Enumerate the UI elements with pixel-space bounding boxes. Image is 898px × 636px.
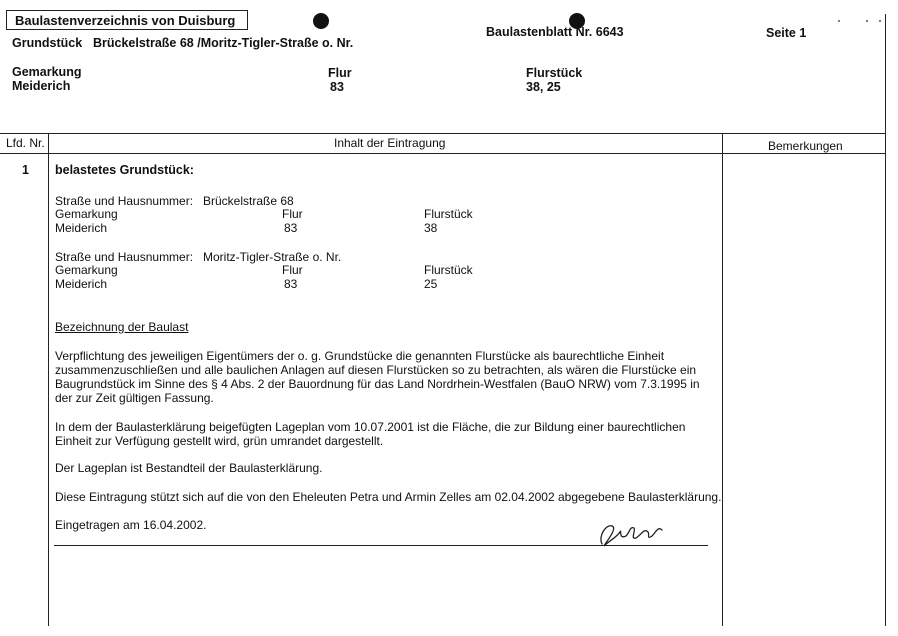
flur-label: Flur — [328, 66, 352, 80]
gemarkung-label: Gemarkung — [55, 263, 118, 277]
flur-value: 83 — [284, 277, 298, 291]
parcel-block-1 — [55, 194, 475, 236]
gemarkung-label: Gemarkung — [12, 65, 82, 79]
flurstueck-label: Flurstück — [424, 263, 473, 277]
entry-number: 1 — [22, 163, 29, 177]
punch-hole-left — [313, 13, 329, 29]
street-label: Straße und Hausnummer: — [55, 194, 194, 208]
paragraph-line: der zur Zeit gültigen Fassung. — [55, 391, 214, 405]
flur-label: Flur — [282, 207, 303, 221]
page-number: Seite 1 — [766, 26, 807, 40]
registration-date: Eingetragen am 16.04.2002. — [55, 518, 207, 532]
flurstueck-value: 25 — [424, 277, 438, 291]
gemarkung-value: Meiderich — [55, 277, 108, 291]
title-box — [6, 10, 248, 30]
frame-right-border — [885, 14, 886, 626]
paragraph-line: Verpflichtung des jeweiligen Eigentümers der o. g. Grundstücke die genannten Flurstücke als baurechtliche Einheit — [55, 349, 665, 363]
paragraph-line: zusammenzuschließen und alle baulichen Anlagen auf diesen Flurstücken so zu betrachten, als wären die Flurstücke ein — [55, 363, 697, 377]
signature-line — [54, 545, 708, 546]
scan-speck — [838, 20, 840, 22]
parcel-block-2 — [55, 250, 475, 292]
flurstueck-label: Flurstück — [526, 66, 583, 80]
street-value: Brückelstraße 68 — [203, 194, 294, 208]
grundstueck-value: Brückelstraße 68 /Moritz-Tigler-Straße o. Nr. — [93, 36, 354, 50]
gemarkung-value: Meiderich — [12, 79, 71, 93]
baulast-heading: Bezeichnung der Baulast — [55, 320, 189, 334]
paragraph-obligation — [55, 349, 720, 405]
paragraph-basis: Diese Eintragung stützt sich auf die von den Eheleuten Petra und Armin Zelles am 02.04.2002 abgegebene Baulasterklärung. — [55, 490, 722, 504]
street-value: Moritz-Tigler-Straße o. Nr. — [203, 250, 342, 264]
column-divider-nr — [48, 133, 49, 626]
paragraph-line: In dem der Baulasterklärung beigefügten Lageplan vom 10.07.2001 ist die Fläche, die zur Bildung einer baurechtlichen — [55, 420, 686, 434]
header-divider — [0, 133, 886, 134]
street-label: Straße und Hausnummer: — [55, 250, 194, 264]
gemarkung-label: Gemarkung — [55, 207, 118, 221]
flur-label: Flur — [282, 263, 303, 277]
paragraph-plan-part: Der Lageplan ist Bestandteil der Baulasterklärung. — [55, 461, 323, 475]
flurstueck-label: Flurstück — [424, 207, 473, 221]
column-header-nr: Lfd. Nr. — [6, 136, 45, 150]
flur-value: 83 — [330, 80, 344, 94]
flur-value: 83 — [284, 221, 298, 235]
page-title: Baulastenverzeichnis von Duisburg — [15, 13, 236, 28]
column-header-content: Inhalt der Eintragung — [334, 136, 446, 150]
paragraph-line: Einheit zur Verfügung gestellt wird, grün umrandet dargestellt. — [55, 434, 384, 448]
gemarkung-value: Meiderich — [55, 221, 108, 235]
paragraph-site-plan — [55, 420, 720, 448]
scan-speck — [879, 20, 881, 22]
entry-heading: belastetes Grundstück: — [55, 163, 194, 177]
scan-speck — [866, 20, 868, 22]
flurstueck-value: 38, 25 — [526, 80, 561, 94]
flurstueck-value: 38 — [424, 221, 438, 235]
column-divider-remarks — [722, 133, 723, 626]
sheet-number: Baulastenblatt Nr. 6643 — [486, 25, 624, 39]
column-header-divider — [0, 153, 886, 154]
grundstueck-label: Grundstück — [12, 36, 83, 50]
column-header-remarks: Bemerkungen — [768, 139, 843, 153]
paragraph-line: Baugrundstück im Sinne des § 4 Abs. 2 der Bauordnung für das Land Nordrhein-Westfalen (BauO NRW) vom 7.3.1995 in — [55, 377, 700, 391]
